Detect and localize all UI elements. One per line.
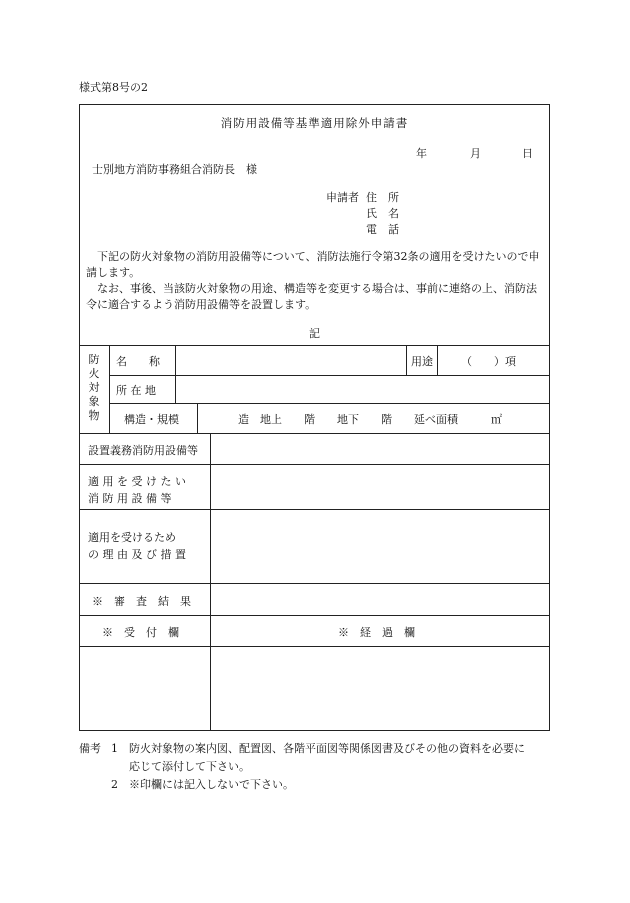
line-reason-bottom — [80, 583, 549, 584]
body-paragraph-1: 下記の防火対象物の消防用設備等について、消防法施行令第32条の適用を受けたいので申請します。 — [86, 250, 540, 279]
structure-label: 構造・規模 — [124, 413, 179, 426]
line-label-divider — [175, 345, 176, 403]
name-label: 名 称 — [116, 355, 160, 368]
applied-equipment-label: 適 用 を 受 け た い 消 防 用 設 備 等 — [88, 475, 186, 505]
note-2-text: ※印欄には記入しないで下さい。 — [129, 778, 294, 791]
date-year-label: 年 — [416, 147, 427, 160]
date-day-label: 日 — [522, 147, 533, 160]
table-top-line — [80, 345, 549, 346]
line-location-bottom — [109, 403, 549, 404]
ki-label: 記 — [309, 327, 320, 340]
line-applied-bottom — [80, 509, 549, 510]
line-object-bottom — [80, 433, 549, 434]
progress-column-label: ※ 経 過 欄 — [338, 626, 415, 639]
side-label: 防 火 対 象 物 — [88, 353, 100, 422]
line-use-left — [406, 345, 407, 375]
body-paragraph-2: なお、事後、当該防火対象物の用途、構造等を変更する場合は、事前に連絡の上、消防法令に適合するよう消防用設備等を設置します。 — [86, 282, 537, 311]
notes — [79, 740, 525, 794]
applicant-address-label: 住 所 — [366, 191, 399, 204]
review-result-label: ※ 審 査 結 果 — [92, 595, 191, 608]
line-use-right — [437, 345, 438, 375]
location-label: 所 在 地 — [116, 384, 156, 397]
line-main-divider — [210, 433, 211, 730]
applicant-block — [326, 190, 399, 238]
applicant-label: 申請者 — [326, 191, 359, 204]
note-1-text: 防火対象物の案内図、配置図、各階平面図等関係図書及びその他の資料を必要に — [129, 742, 525, 755]
required-equipment-label: 設置義務消防用設備等 — [88, 444, 198, 457]
note-2-number: 2 — [111, 778, 118, 791]
line-review-bottom — [80, 615, 549, 616]
application-body — [86, 249, 543, 313]
line-required-bottom — [80, 464, 549, 465]
note-1-continuation: 応じて添付して下さい。 — [129, 760, 250, 773]
applicant-name-label: 氏 名 — [366, 207, 399, 220]
structure-value: 造 地上 階 地下 階 延べ面積 ㎡ — [238, 413, 502, 426]
use-label: 用途 — [411, 355, 433, 368]
line-structure-divider — [197, 403, 198, 433]
application-form — [79, 104, 550, 731]
reason-label: 適用を受けるため の 理 由 及 び 措 置 — [88, 531, 186, 561]
applicant-phone-label: 電 話 — [366, 223, 399, 236]
line-receipt-header-bottom — [80, 646, 549, 647]
receipt-column-label: ※ 受 付 欄 — [102, 626, 179, 639]
notes-heading: 備考 — [79, 742, 101, 755]
use-value: （ ）項 — [461, 355, 516, 368]
note-1-number: 1 — [111, 742, 118, 755]
form-title: 消防用設備等基準適用除外申請書 — [220, 116, 409, 130]
addressee: 士別地方消防事務組合消防長 様 — [92, 163, 257, 176]
date-line — [416, 145, 533, 161]
form-number-label: 様式第8号の2 — [79, 81, 148, 94]
line-side-divider — [109, 345, 110, 433]
date-month-label: 月 — [470, 147, 481, 160]
